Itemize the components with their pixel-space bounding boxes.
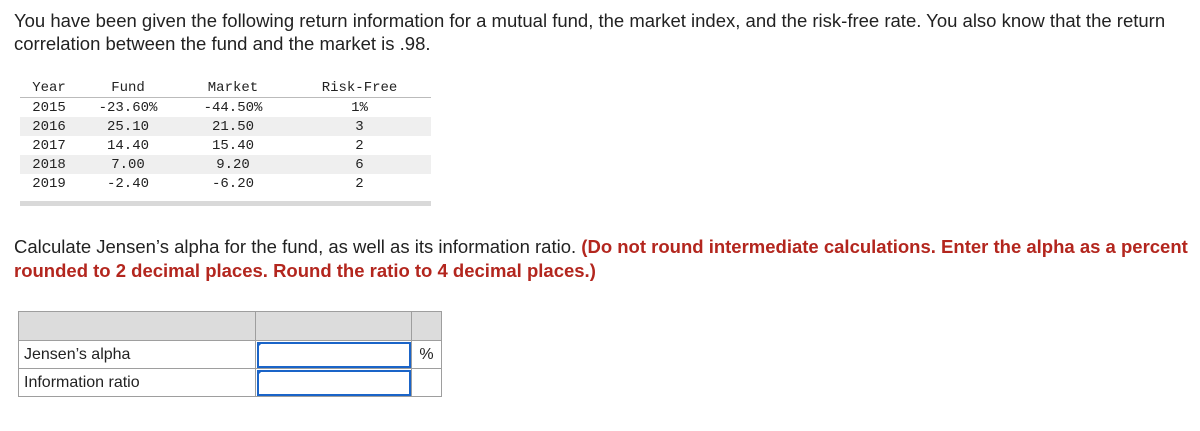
cell-market: -44.50% xyxy=(203,99,263,116)
table-row xyxy=(20,136,431,155)
header-market: Market xyxy=(207,80,259,96)
header-fund: Fund xyxy=(111,80,145,96)
answer-row-alpha xyxy=(19,341,442,369)
problem-intro: You have been given the following return information for a mutual fund, the market index, and the risk-free rate. You also know that the return correlation between the fund and the market is .98. xyxy=(14,10,1166,54)
table-top-rule xyxy=(20,97,431,98)
cell-market: 15.40 xyxy=(211,137,254,154)
cell-fund: -23.60% xyxy=(98,99,158,116)
cell-fund: -2.40 xyxy=(106,175,149,192)
answer-header-label xyxy=(19,312,256,341)
cell-risk-free: 3 xyxy=(288,117,431,136)
question-text xyxy=(14,235,1194,283)
cell-risk-free: 2 xyxy=(355,137,364,154)
answer-table xyxy=(18,311,442,397)
alpha-cell xyxy=(256,341,412,369)
information-ratio-label: Information ratio xyxy=(19,369,256,397)
header-year: Year xyxy=(32,80,66,96)
cell-year: 2015 xyxy=(32,99,66,116)
input-marker-icon xyxy=(257,370,263,376)
cell-market: 21.50 xyxy=(178,117,288,136)
answer-table-header xyxy=(19,312,442,341)
cell-fund: 14.40 xyxy=(106,137,149,154)
answer-row-information-ratio xyxy=(19,369,442,397)
table-row xyxy=(20,155,431,174)
returns-table xyxy=(20,78,431,193)
table-row xyxy=(20,98,431,117)
returns-table-header xyxy=(20,78,431,98)
answer-header-unit xyxy=(412,312,442,341)
answer-header-value xyxy=(256,312,412,341)
cell-risk-free: 6 xyxy=(288,155,431,174)
question-prompt: Calculate Jensen’s alpha for the fund, as well as its information ratio. xyxy=(14,236,577,257)
table-row xyxy=(20,117,431,136)
cell-market: -6.20 xyxy=(211,175,254,192)
cell-fund: 7.00 xyxy=(78,155,178,174)
header-risk-free: Risk-Free xyxy=(321,80,398,96)
alpha-label: Jensen’s alpha xyxy=(19,341,256,369)
cell-year: 2017 xyxy=(32,137,66,154)
table-bottom-rule xyxy=(20,201,431,206)
information-ratio-unit xyxy=(412,369,442,397)
cell-risk-free: 2 xyxy=(355,175,364,192)
cell-year: 2016 xyxy=(20,117,78,136)
cell-market: 9.20 xyxy=(178,155,288,174)
information-ratio-input[interactable] xyxy=(257,370,411,396)
cell-risk-free: 1% xyxy=(351,99,368,116)
alpha-unit: % xyxy=(412,341,442,369)
cell-year: 2019 xyxy=(32,175,66,192)
input-marker-icon xyxy=(257,342,263,348)
cell-fund: 25.10 xyxy=(78,117,178,136)
information-ratio-cell xyxy=(256,369,412,397)
question-instructions: (Do not round intermediate calculations. Enter the alpha as a percent rounded to 2 decimal places. Round the ratio to 4 decimal places.) xyxy=(14,236,1188,281)
table-row xyxy=(20,174,431,193)
alpha-input[interactable] xyxy=(257,342,411,368)
cell-year: 2018 xyxy=(20,155,78,174)
